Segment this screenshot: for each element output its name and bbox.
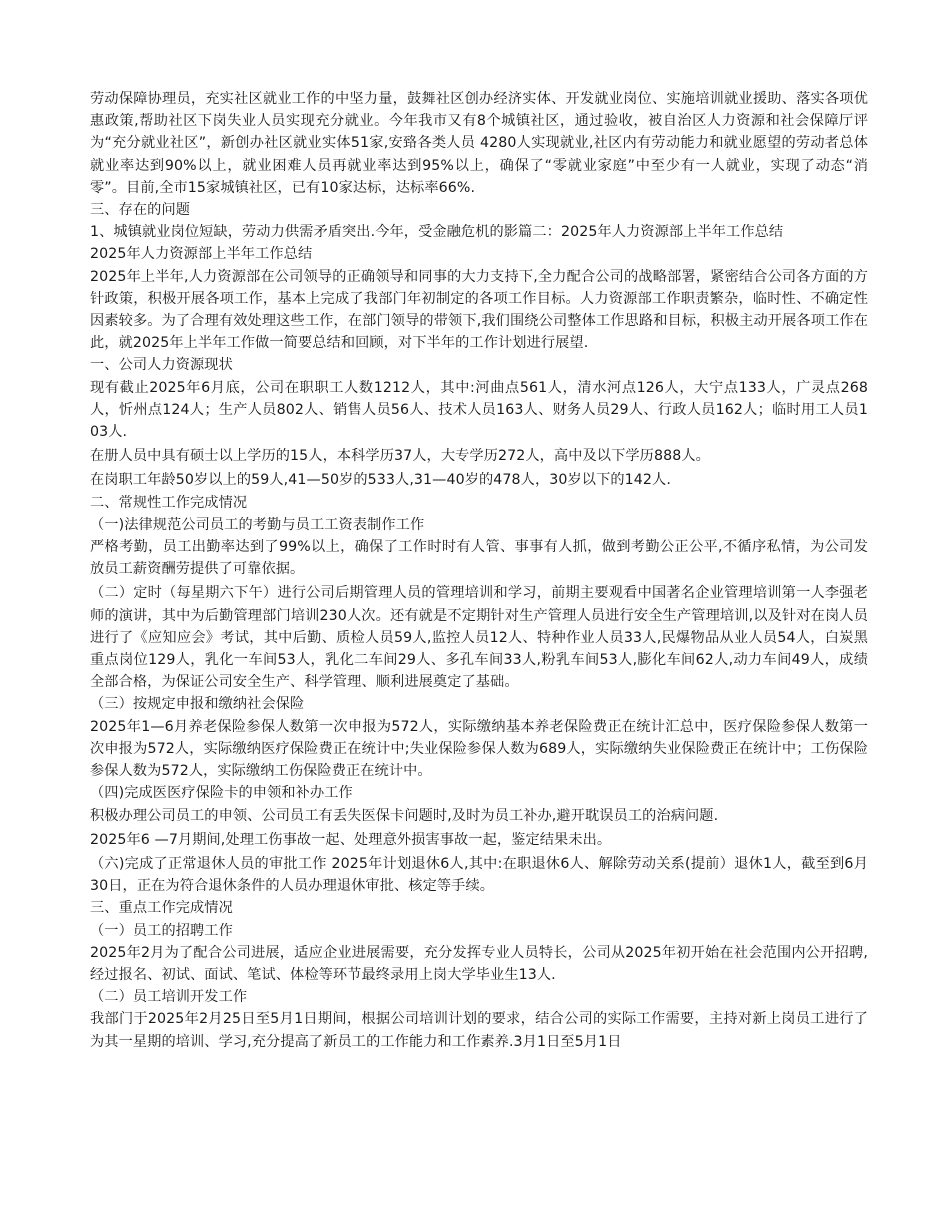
paragraph-social-insurance: 2025年1—6月养老保险参保人数第一次申报为572人，实际缴纳基本养老保险费正在统计汇总中，医疗保险参保人数第一次申报为572人，实际缴纳医疗保险费正在统计中;失业保险参保人数为689人，实际缴纳失业保险费正在统计中；工伤保险参保人数为572人，实际缴纳工伤保险费正在统计中。 (90, 718, 868, 780)
paragraph-education: 在册人员中具有硕士以上学历的15人，本科学历37人，大专学历272人，高中及以下学历888人。 (90, 448, 710, 465)
paragraph-training-development: 我部门于2025年2月25日至5月1日期间，根据公司培训计划的要求，结合公司的实际工作需要，主持对新上岗员工进行了为其一星期的培训、学习,充分提高了新员工的工作能力和工作素养.3月1日至5月1日 (90, 1011, 868, 1050)
heading-hr-status: 一、公司人力资源现状 (90, 357, 233, 374)
paragraph-training: （二）定时（每星期六下午）进行公司后期管理人员的管理培训和学习，前期主要观看中国著名企业管理培训第一人李强老师的演讲，其中为后勤管理部门培训230人次。还有就是不定期针对生产管理人员进行安全生产管理培训,以及针对在岗人员进行了《应知应会》考试，其中后勤、质检人员59人,监控人员12人、特种作业人员33人,民爆物品从业人员54人，白炭黑重点岗位129人，乳化一车间53人，乳化二车间29人、多孔车间33人,粉乳车间53人,膨化车间62人,动力车间49人，成绩全部合格，为保证公司安全生产、科学管理、顺利进展奠定了基础。 (90, 585, 868, 691)
subheading-training-development: （二）员工培训开发工作 (90, 989, 248, 1006)
paragraph-staff-count: 现有截止2025年6月底，公司在职职工人数1212人，其中:河曲点561人，清水河点126人，大宁点133人，广灵点268人，忻州点124人；生产人员802人、销售人员56人、技术人员163人、财务人员29人、行政人员162人；临时用工人员103人. (90, 379, 868, 441)
paragraph-work-injury: 2025年6 —7月期间,处理工伤事故一起、处理意外损害事故一起，鉴定结果未出。 (90, 831, 612, 848)
paragraph-medical-card: 积极办理公司员工的申领、公司员工有丢失医保卡问题时,及时为员工补办,避开耽误员工的治病问题. (90, 807, 719, 824)
subheading-attendance: （一)法律规范公司员工的考勤与员工工资表制作工作 (90, 516, 425, 533)
paragraph-age: 在岗职工年龄50岁以上的59人,41—50岁的533人,31—40岁的478人，30岁以下的142人. (90, 472, 671, 489)
document-title: 2025年人力资源部上半年工作总结 (90, 246, 313, 263)
subheading-medical-card: （四)完成医医疗保险卡的申领和补办工作 (90, 785, 353, 802)
paragraph-recruitment: 2025年2月为了配合公司进展，适应企业进展需要，充分发挥专业人员特长，公司从2025年初开始在社会范围内公开招聘,经过报名、初试、面试、笔试、体检等环节最终录用上岗大学毕业生13人. (90, 944, 868, 983)
document-page (90, 88, 868, 1053)
subheading-social-insurance: （三）按规定申报和缴纳社会保险 (90, 696, 305, 713)
heading-routine-work: 二、常规性工作完成情况 (90, 494, 248, 511)
heading-existing-problems: 三、存在的问题 (90, 202, 191, 219)
paragraph-community-employment: 劳动保障协理员，充实社区就业工作的中坚力量，鼓舞社区创办经济实体、开发就业岗位、实施培训就业援助、落实各项优惠政策,帮助社区下岗失业人员实现充分就业。今年我市又有8个城镇社区，通过验收，被自治区人力资源和社会保障厅评为“充分就业社区”，新创办社区就业实体51家,安臵各类人员 4280人实现就业,社区内有劳动能力和就业愿望的劳动者总体就业率达到90%以上，就业困难人员再就业率达到95%以上，确保了“零就业家庭”中至少有一人就业，实现了动态“消零”。目前,全市15家城镇社区，已有10家达标，达标率66%. (90, 91, 868, 196)
subheading-recruitment: （一）员工的招聘工作 (90, 922, 233, 939)
paragraph-job-shortage: 1、城镇就业岗位短缺，劳动力供需矛盾突出.今年，受金融危机的影篇二：2025年人力资源部上半年工作总结 (90, 224, 784, 241)
heading-key-work: 三、重点工作完成情况 (90, 900, 233, 917)
paragraph-intro: 2025年上半年,人力资源部在公司领导的正确领导和同事的大力支持下,全力配合公司的战略部署，紧密结合公司各方面的方针政策，积极开展各项工作，基本上完成了我部门年初制定的各项工作目标。人力资源部工作职责繁杂，临时性、不确定性因素较多。为了合理有效处理这些工作，在部门领导的带领下,我们围绕公司整体工作思路和目标，积极主动开展各项工作在此，就2025年上半年工作做一简要总结和回顾，对下半年的工作计划进行展望. (90, 268, 868, 352)
paragraph-attendance: 严格考勤，员工出勤率达到了99%以上，确保了工作时时有人管、事事有人抓，做到考勤公正公平,不循序私情，为公司发放员工薪资酬劳提供了可靠依据。 (90, 539, 868, 578)
paragraph-retirement: （六)完成了正常退休人员的审批工作 2025年计划退休6人,其中:在职退休6人、解除劳动关系(提前）退休1人，截至到6月30日，正在为符合退休条件的人员办理退休审批、核定等手续。 (90, 855, 868, 895)
